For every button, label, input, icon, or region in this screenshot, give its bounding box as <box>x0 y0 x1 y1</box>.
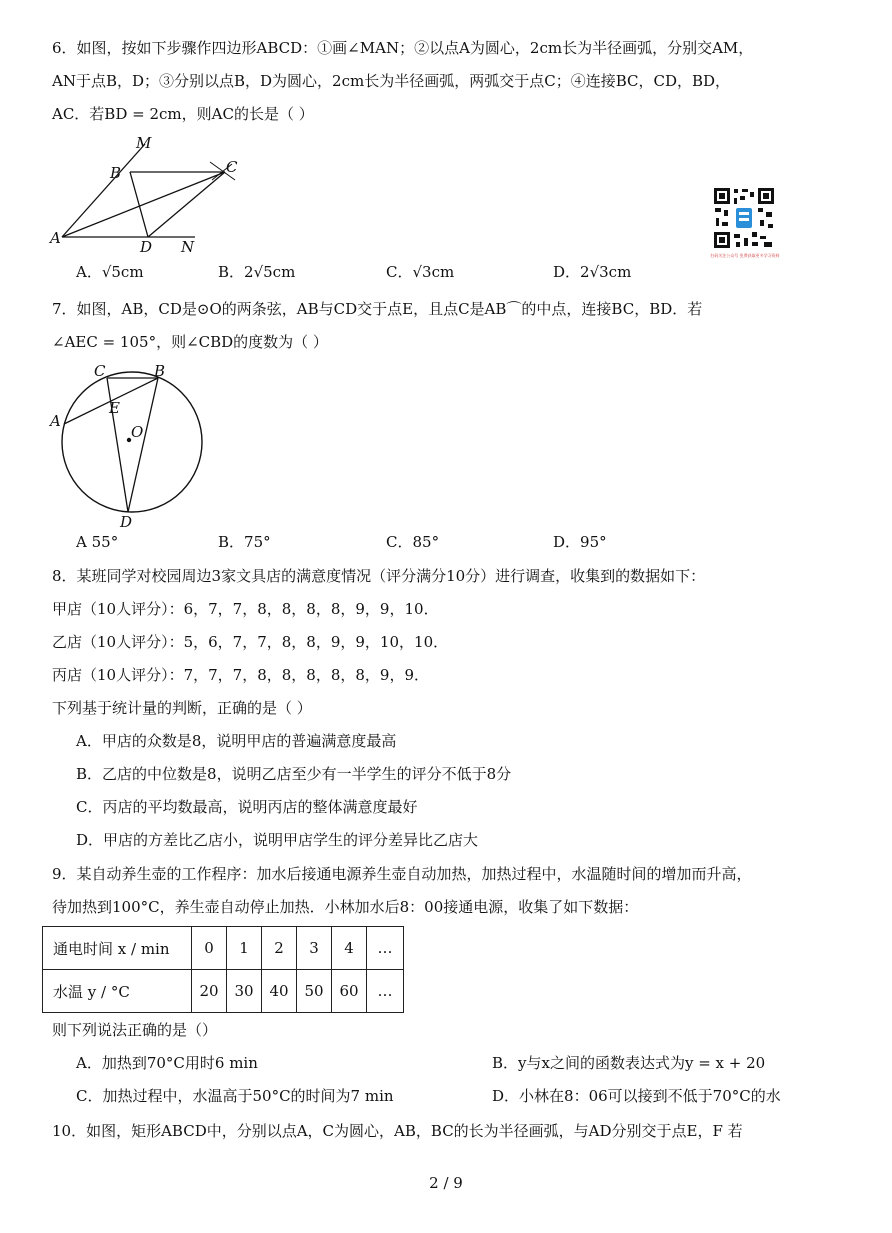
q10-line1: 10．如图，矩形ABCD中，分别以点A，C为圆心，AB，BC的长为半径画弧，与AD分别交于点E，F 若 <box>52 1122 743 1140</box>
q6-label-B: B <box>110 164 122 182</box>
q7-option-c: C．85° <box>386 533 440 551</box>
table-cell: 3 <box>297 927 332 970</box>
q9-line1: 9．某自动养生壶的工作程序：加水后接通电源养生壶自动加热，加热过程中，水温随时间的增加而升高， <box>52 865 752 883</box>
table-cell: 4 <box>332 927 367 970</box>
q6-label-C: C <box>226 158 238 176</box>
q7-line2: ∠AEC = 105°，则∠CBD的度数为（ ） <box>52 333 328 351</box>
q6-label-A: A <box>50 229 61 247</box>
table-cell: … <box>367 970 404 1013</box>
table-cell: 20 <box>192 970 227 1013</box>
q9-option-c: C．加热过程中，水温高于50°C的时间为7 min <box>76 1087 394 1105</box>
q8-shop-b: 乙店（10人评分）：5，6，7，7，8，8，9，9，10，10． <box>52 633 449 651</box>
q9-stem: 则下列说法正确的是（） <box>52 1021 218 1039</box>
q8-stem: 下列基于统计量的判断，正确的是（ ） <box>52 699 312 717</box>
table-cell: 30 <box>227 970 262 1013</box>
q7-label-D: D <box>120 513 133 530</box>
q8-option-a: A．甲店的众数是8，说明甲店的普遍满意度最高 <box>76 732 397 750</box>
table-cell: 40 <box>262 970 297 1013</box>
q7-option-a: A 55° <box>76 533 119 551</box>
q6-figure <box>40 132 260 257</box>
q6-line1: 6．如图，按如下步骤作四边形ABCD：①画∠MAN；②以点A为圆心，2cm长为半径画弧，分别交AM， <box>52 39 754 57</box>
q6-option-d: D．2√3cm <box>553 263 632 281</box>
table-cell: 0 <box>192 927 227 970</box>
q9-data-table <box>42 926 404 1013</box>
q8-shop-c: 丙店（10人评分）：7，7，7，8，8，8，8，8，9，9． <box>52 666 430 684</box>
q7-option-b: B．75° <box>218 533 271 551</box>
q6-line2: AN于点B，D；③分别以点B，D为圆心，2cm长为半径画弧，两弧交于点C；④连接BC，CD，BD， <box>52 72 731 90</box>
table-row <box>43 927 404 970</box>
q6-option-b: B．2√5cm <box>218 263 296 281</box>
q9-line2: 待加热到100°C，养生壶自动停止加热．小林加水后8：00接通电源，收集了如下数据： <box>52 898 639 916</box>
q9-option-d: D．小林在8：06可以接到不低于70°C的水 <box>492 1087 781 1105</box>
q9-option-a: A．加热到70°C用时6 min <box>76 1054 258 1072</box>
q6-label-D: D <box>140 238 153 256</box>
table-head-time: 通电时间 x / min <box>43 927 192 970</box>
q7-label-A: A <box>50 412 61 430</box>
q8-option-b: B．乙店的中位数是8，说明乙店至少有一半学生的评分不低于8分 <box>76 765 512 783</box>
table-cell: 50 <box>297 970 332 1013</box>
q8-shop-a: 甲店（10人评分）：6，7，7，8，8，8，8，9，9，10． <box>52 600 439 618</box>
table-head-temp: 水温 y / °C <box>43 970 192 1013</box>
q7-option-d: D．95° <box>553 533 607 551</box>
q6-line3: AC．若BD = 2cm，则AC的长是（ ） <box>52 105 314 123</box>
q7-label-O: O <box>131 423 144 441</box>
q6-label-M: M <box>136 134 152 152</box>
q7-line1: 7．如图，AB，CD是⊙O的两条弦，AB与CD交于点E，且点C是AB⌒的中点，连接BC，BD．若 <box>52 300 703 318</box>
q8-line1: 8．某班同学对校园周边3家文具店的满意度情况（评分满分10分）进行调查，收集到的数据如下： <box>52 567 706 585</box>
q6-option-a: A．√5cm <box>76 263 144 281</box>
q7-label-E: E <box>109 399 120 417</box>
q7-label-C: C <box>94 362 106 380</box>
table-cell: 1 <box>227 927 262 970</box>
qr-caption: 扫码关注公众号 免费获取更多学习资料 <box>710 253 780 258</box>
q6-label-N: N <box>181 238 195 256</box>
table-cell: … <box>367 927 404 970</box>
page-number: 2 / 9 <box>429 1174 463 1192</box>
table-cell: 60 <box>332 970 367 1013</box>
q7-figure <box>44 360 224 530</box>
q8-option-c: C．丙店的平均数最高，说明丙店的整体满意度最好 <box>76 798 418 816</box>
q6-option-c: C．√3cm <box>386 263 455 281</box>
table-cell: 2 <box>262 927 297 970</box>
q7-label-B: B <box>154 362 166 380</box>
table-row <box>43 970 404 1013</box>
q8-option-d: D．甲店的方差比乙店小，说明甲店学生的评分差异比乙店大 <box>76 831 479 849</box>
q9-option-b: B．y与x之间的函数表达式为y = x + 20 <box>492 1054 766 1072</box>
qr-code <box>712 186 776 250</box>
